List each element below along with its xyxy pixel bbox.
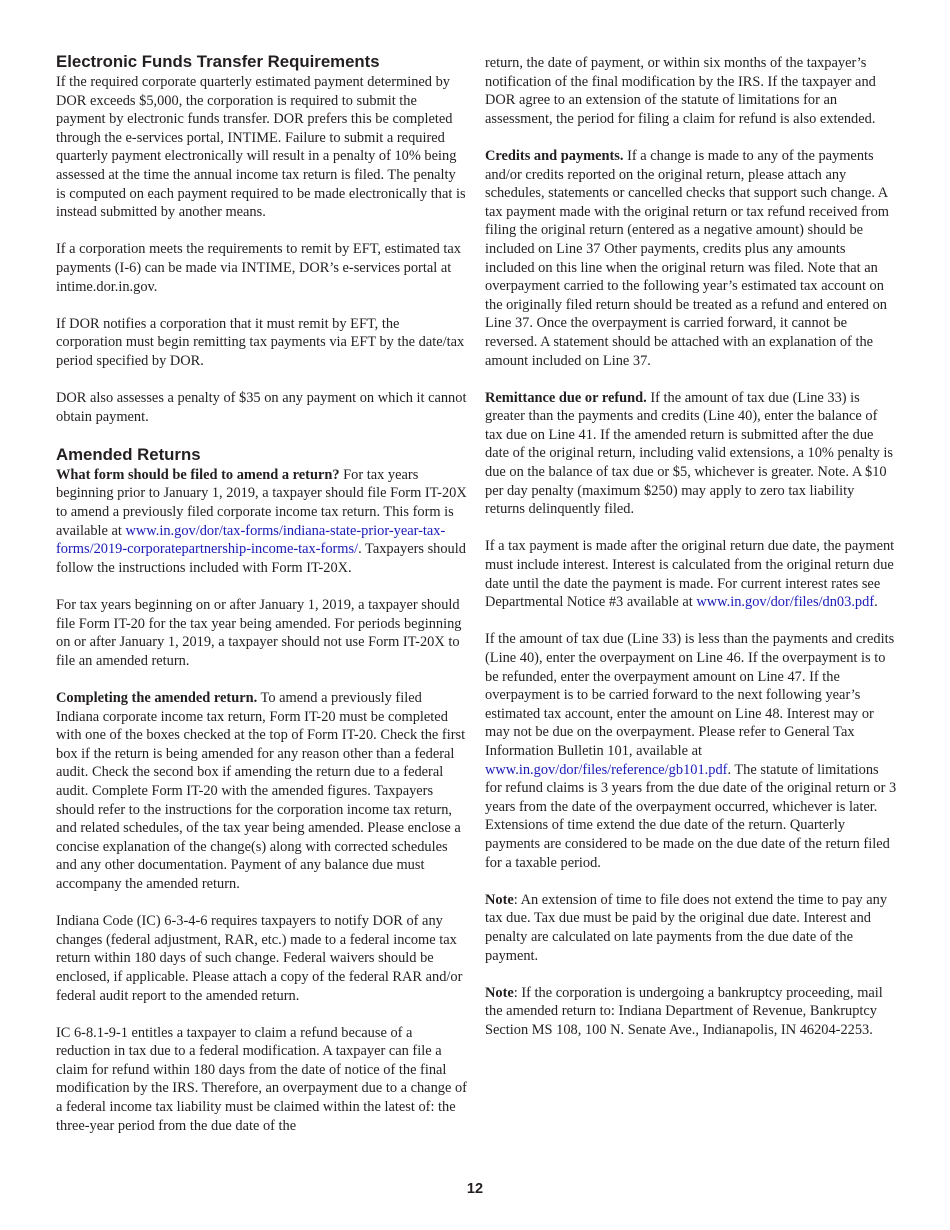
credits-payments-lead: Credits and payments. — [485, 147, 624, 164]
amended-form-text: For tax years beginning prior to January 1, 2019, a taxpayer should file Form IT-20X to amend a previously filed corporate income tax return. This form is available at — [56, 466, 467, 539]
credits-payments-text: If a change is made to any of the payments and/or credits reported on the original return, please attach any schedules, statements or cancelled checks that support such change. A tax payment made with the original return or tax refund received from filing the original return (entered as a negative amount) should be included on Line 37 Other payments, credits plus any amounts included on this line when the original return was filed. Note that an overpayment carried to the following year’s estimated tax account on the originally filed return should be treated as a refund and entered on Line 37. Once the overpayment is carried forward, it cannot be reversed. A statement should be attached with an explanation of the amount included on Line 37. — [485, 147, 889, 369]
overpayment-paragraph — [485, 630, 897, 872]
note-bankruptcy-text: : If the corporation is undergoing a bankruptcy proceeding, mail the amended return to: Indiana Department of Revenue, Bankruptcy Section MS 108, 100 N. Senate Ave., Indianapolis, IN 46204-2253. — [485, 984, 883, 1038]
completing-lead: Completing the amended return. — [56, 690, 258, 706]
amended-paragraph-form — [56, 466, 468, 578]
note-bankruptcy-lead: Note — [485, 984, 514, 1001]
gb101-link[interactable]: www.in.gov/dor/files/reference/gb101.pdf — [485, 761, 728, 778]
remittance-text: If the amount of tax due (Line 33) is greater than the payments and credits (Line 40), enter the balance of tax due on Line 41. If the amended return is submitted after the due date of the original return, including valid extensions, a 10% penalty is due on the balance of tax due or $5, whichever is greater. Note. A $10 per day penalty (maximum $250) may apply to zero tax liability returns delinquently filed. — [485, 389, 894, 518]
eft-heading: Electronic Funds Transfer Requirements — [56, 52, 380, 71]
overpayment-text: If the amount of tax due (Line 33) is less than the payments and credits (Line 40), enter the overpayment on Line 46. If the overpayment is to be refunded, enter the overpayment amount on Line 47. If the overpayment is to be carried forward to the next following year’s estimated tax account, enter the amount on Line 48. Interest may or may not be due on the overpayment. Please refer to General Tax Information Bulletin 101, available at — [485, 631, 895, 759]
overpayment-end: . The statute of limitations for refund claims is 3 years from the due date of the original return or 3 years from the date of the overpayment occurred, whichever is later. Extensions of time extend the due date of the return. Quarterly payments are considered to be made on the due date of the return filed for a taxable period. — [485, 761, 897, 871]
refund-continued-paragraph: return, the date of payment, or within six months of the taxpayer’s notification of the final modification by the IRS. If the taxpayer and DOR agree to an extension of the statute of limitations for an assessment, the period for filing a claim for refund is also extended. — [485, 55, 876, 127]
left-column — [56, 52, 468, 1135]
note-extension-lead: Note — [485, 891, 514, 908]
interest-text: If a tax payment is made after the original return due date, the payment must include interest. Interest is calculated from the original return due date until the date the payment is made. For current interest rates see Departmental Notice #3 available at — [485, 538, 895, 611]
amended-paragraph-ic-refund: IC 6-8.1-9-1 entitles a taxpayer to claim a refund because of a reduction in tax due to a federal modification. A taxpayer can file a claim for refund within 180 days from the date of notice of the final modification by the IRS. Therefore, an overpayment due to a change of a federal income tax liability must be claimed within the latest of: the three-year period from the due date of the — [56, 1024, 467, 1134]
completing-text: To amend a previously filed Indiana corporate income tax return, Form IT-20 must be completed with one of the boxes checked at the top of Form IT-20. Check the first box if the return is being amended for any reason other than a federal audit. Check the second box if amending the return due to a federal audit. Complete Form IT-20 with the amended figures. Taxpayers should refer to the instructions for the corporation income tax return, and related schedules, of the tax year being amended. Please enclose a concise explanation of the change(s) along with corrected schedules and any other documentation. Payment of any balance due must accompany the amended return. — [56, 690, 466, 892]
credits-payments-paragraph — [485, 147, 897, 370]
note-extension-paragraph — [485, 891, 897, 965]
amended-form-lead: What form should be filed to amend a return? — [56, 466, 340, 483]
interest-paragraph — [485, 537, 897, 611]
eft-paragraph-1: If the required corporate quarterly estimated payment determined by DOR exceeds $5,000, the corporation is required to submit the payment by electronic funds transfer. DOR prefers this be completed through the e-services portal, INTIME. Failure to submit a required quarterly payment electronically will result in a penalty of 10% being assessed at the time the annual income tax return is filed. The penalty is computed on each payment required to be made electronically that is instead submitted by another means. — [56, 74, 466, 221]
amended-paragraph-completing — [56, 689, 468, 894]
right-column — [485, 54, 897, 1039]
note-extension-text: : An extension of time to file does not extend the time to pay any tax due. Tax due must be paid by the original due date. Interest and penalty are calculated on late payments from the due date of the payment. — [485, 891, 888, 964]
amended-paragraph-ic-notify: Indiana Code (IC) 6-3-4-6 requires taxpayers to notify DOR of any changes (federal adjustment, RAR, etc.) made to a federal income tax return within 180 days of such change. Federal waivers should be enclosed, if applicable. Please attach a copy of the federal RAR and/or federal audit report to the amended return. — [56, 913, 463, 1004]
interest-end: . — [874, 594, 878, 611]
prior-year-forms-link[interactable]: www.in.gov/dor/tax-forms/indiana-state-prior-year-tax-forms/2019-corporatepartnership-income-tax-forms/ — [56, 522, 446, 558]
eft-paragraph-3: If DOR notifies a corporation that it must remit by EFT, the corporation must begin remitting tax payments via EFT by the date/tax period specified by DOR. — [56, 315, 465, 369]
remittance-paragraph — [485, 389, 897, 519]
note-bankruptcy-paragraph — [485, 984, 897, 1040]
amended-form-end: . Taxpayers should follow the instructions included with Form IT-20X. — [56, 541, 466, 576]
eft-paragraph-4: DOR also assesses a penalty of $35 on any payment on which it cannot obtain payment. — [56, 390, 467, 425]
dn03-link[interactable]: www.in.gov/dor/files/dn03.pdf — [696, 594, 875, 611]
amended-paragraph-it20: For tax years beginning on or after January 1, 2019, a taxpayer should file Form IT-20 for the tax year being amended. For periods beginning on or after January 1, 2019, a taxpayer should not use Form IT-20X to file an amended return. — [56, 597, 462, 669]
page-number: 12 — [466, 1181, 484, 1197]
amended-returns-heading: Amended Returns — [56, 444, 201, 464]
remittance-lead: Remittance due or refund. — [485, 389, 647, 406]
eft-paragraph-2: If a corporation meets the requirements to remit by EFT, estimated tax payments (I-6) can be made via INTIME, DOR’s e-services portal at intime.dor.in.gov. — [56, 241, 461, 295]
